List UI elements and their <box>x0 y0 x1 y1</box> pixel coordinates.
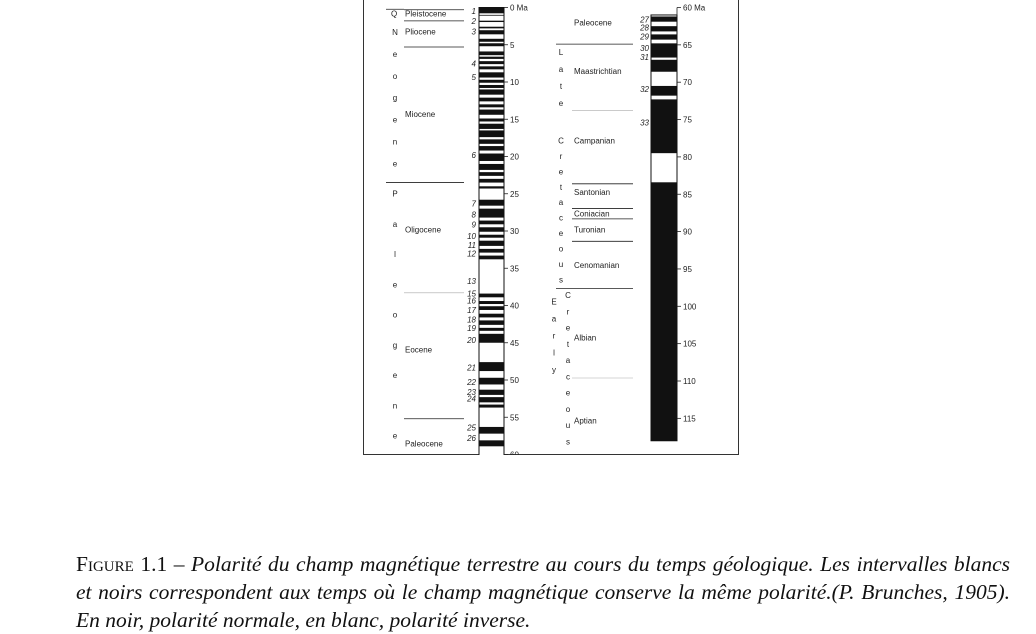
chron-number-left: 13 <box>467 276 476 286</box>
age-tick-label-left: 35 <box>510 264 519 274</box>
normal-polarity-band-left <box>479 172 504 176</box>
era-label-letter: o <box>392 71 398 81</box>
epoch-label: Miocene <box>405 110 436 120</box>
normal-polarity-band-left <box>479 51 504 55</box>
era-label-letter: g <box>392 340 398 350</box>
era-label-letter: o <box>392 310 398 320</box>
era-label-letter: e <box>392 115 398 125</box>
chron-number-left: 22 <box>467 378 476 388</box>
normal-polarity-band-left <box>479 139 504 143</box>
normal-polarity-band-left <box>479 80 504 83</box>
chron-number-left: 6 <box>471 151 476 161</box>
age-tick-label-right: 60 Ma <box>683 3 706 13</box>
age-tick-label-right: 115 <box>683 414 696 424</box>
age-tick-label-right: 90 <box>683 227 692 237</box>
age-tick-label-left: 45 <box>510 338 519 348</box>
era-label-quaternary: Q <box>391 9 398 19</box>
period-subdivision-letter: a <box>551 314 557 324</box>
normal-polarity-band-left <box>479 66 504 69</box>
normal-polarity-band-left <box>479 378 504 385</box>
age-tick-label-left: 30 <box>510 227 519 236</box>
normal-polarity-band-right <box>651 26 677 31</box>
chron-number-left: 4 <box>471 59 476 69</box>
normal-polarity-band-right <box>651 34 677 39</box>
normal-polarity-band-right <box>651 43 677 57</box>
normal-polarity-band-right <box>651 182 677 440</box>
normal-polarity-band-left <box>479 119 504 122</box>
normal-polarity-band-left <box>479 72 504 77</box>
age-tick-label-left: 50 <box>510 376 519 385</box>
stage-label: Maastrichtian <box>574 66 622 76</box>
epoch-label: Oligocene <box>405 225 442 235</box>
normal-polarity-band-left <box>479 21 504 22</box>
period-label-letter: r <box>559 151 563 161</box>
period-label-letter: C <box>558 136 564 146</box>
period-subdivision-letter: e <box>558 98 564 108</box>
period-subdivision-letter: l <box>553 348 555 358</box>
period-label-letter: c <box>566 372 570 382</box>
age-tick-label-right: 100 <box>683 302 697 312</box>
normal-polarity-band-left <box>479 397 504 402</box>
age-tick-label-left: 5 <box>510 40 515 50</box>
normal-polarity-band-right <box>651 16 677 21</box>
period-label-letter: r <box>566 307 570 317</box>
stage-label: Paleocene <box>574 18 612 28</box>
age-tick-label-right: 85 <box>683 190 692 200</box>
age-tick-label-right: 95 <box>683 264 692 274</box>
era-label-letter: e <box>392 280 398 290</box>
normal-polarity-band-left <box>479 209 504 218</box>
chron-number-right: 33 <box>640 118 649 128</box>
normal-polarity-band-left <box>479 104 504 107</box>
normal-polarity-band-left <box>479 146 504 150</box>
chron-number-left: 3 <box>471 27 476 37</box>
normal-polarity-band-left <box>479 241 504 246</box>
period-label-letter: e <box>565 388 571 398</box>
normal-polarity-band-left <box>479 154 504 161</box>
normal-polarity-band-left <box>479 85 504 88</box>
chron-number-left: 17 <box>467 305 476 315</box>
normal-polarity-band-left <box>479 110 504 115</box>
era-label-letter: P <box>392 189 398 199</box>
caption-label: Figure 1.1 – <box>76 551 191 576</box>
period-label-letter: a <box>558 198 564 208</box>
era-label-letter: e <box>392 49 398 59</box>
chron-number-left: 15 <box>467 289 476 299</box>
period-subdivision-letter: E <box>551 297 557 307</box>
normal-polarity-band-left <box>479 320 504 324</box>
stage-label: Aptian <box>574 416 597 426</box>
normal-polarity-band-left <box>479 249 504 253</box>
period-label-letter: e <box>565 323 571 333</box>
age-tick-label-right: 65 <box>683 40 692 50</box>
normal-polarity-band-left <box>479 427 504 434</box>
chron-number-left: 9 <box>471 220 476 230</box>
normal-polarity-band-left <box>479 256 504 260</box>
epoch-label: Pleistocene <box>405 9 447 19</box>
era-label-letter: N <box>392 27 398 37</box>
age-tick-label-left: 60 <box>510 450 519 455</box>
age-tick-label-left: 15 <box>510 115 519 125</box>
normal-polarity-band-left <box>479 98 504 102</box>
age-tick-label-right: 110 <box>683 377 696 386</box>
era-label-letter: e <box>392 159 398 169</box>
age-tick-label-left: 25 <box>510 189 519 199</box>
chron-number-right: 31 <box>640 52 649 62</box>
normal-polarity-band-left <box>479 405 504 408</box>
period-label-letter: u <box>565 421 571 431</box>
era-label-letter: e <box>392 371 398 381</box>
era-label-letter: g <box>392 93 398 103</box>
epoch-label: Eocene <box>405 345 433 355</box>
normal-polarity-band-left <box>479 8 504 14</box>
chron-number-left: 12 <box>467 249 476 259</box>
age-tick-label-right: 80 <box>683 152 692 162</box>
chron-number-right: 29 <box>640 32 649 42</box>
normal-polarity-band-left <box>479 57 504 59</box>
era-label-letter: a <box>392 219 398 229</box>
normal-polarity-band-left <box>479 294 504 298</box>
stage-label: Campanian <box>574 136 615 146</box>
chron-number-left: 20 <box>467 335 476 345</box>
epoch-label: Paleocene <box>405 439 443 449</box>
normal-polarity-band-left <box>479 89 504 94</box>
age-tick-label-left: 10 <box>510 78 519 87</box>
chron-number-left: 11 <box>467 241 476 251</box>
era-label-letter: n <box>392 137 398 147</box>
period-label-letter: C <box>565 291 571 301</box>
normal-polarity-band-left <box>479 27 504 29</box>
chron-number-right: 28 <box>640 23 649 33</box>
figure-caption <box>76 550 1010 634</box>
normal-polarity-band-left <box>479 43 504 46</box>
chron-number-right: 30 <box>640 43 649 53</box>
period-subdivision-letter: r <box>552 331 556 341</box>
period-label-letter: a <box>565 356 571 366</box>
age-tick-label-left: 0 Ma <box>510 3 528 13</box>
chron-number-left: 2 <box>471 16 476 26</box>
chron-number-left: 1 <box>471 7 476 17</box>
normal-polarity-band-left <box>479 15 504 16</box>
chron-number-left: 21 <box>467 363 476 373</box>
stage-label: Turonian <box>574 225 606 235</box>
chron-number-left: 18 <box>467 315 476 325</box>
normal-polarity-band-right <box>651 86 677 96</box>
normal-polarity-band-left <box>479 362 504 371</box>
normal-polarity-band-right <box>651 60 677 72</box>
stage-label: Coniacian <box>574 209 610 219</box>
stage-label: Albian <box>574 333 597 343</box>
polarity-timescale-svg <box>364 0 740 455</box>
chron-number-left: 24 <box>467 394 476 404</box>
age-tick-label-right: 75 <box>683 115 692 125</box>
chron-number-left: 26 <box>467 434 476 444</box>
normal-polarity-band-left <box>479 200 504 206</box>
normal-polarity-band-left <box>479 334 504 343</box>
normal-polarity-band-left <box>479 440 504 446</box>
normal-polarity-band-left <box>479 390 504 395</box>
normal-polarity-band-left <box>479 235 504 238</box>
age-tick-label-left: 40 <box>510 301 519 311</box>
era-label-letter: n <box>392 401 398 411</box>
period-label-letter: s <box>566 437 570 447</box>
normal-polarity-band-left <box>479 179 504 183</box>
period-label-letter: e <box>558 167 564 177</box>
normal-polarity-band-left <box>479 306 504 310</box>
age-tick-label-left: 55 <box>510 413 519 423</box>
chron-number-left: 25 <box>467 423 476 433</box>
chron-number-left: 23 <box>467 387 476 397</box>
chron-number-left: 16 <box>467 296 476 306</box>
chron-number-right: 27 <box>640 15 649 25</box>
period-label-letter: t <box>566 339 570 349</box>
stage-label: Cenomanian <box>574 261 620 271</box>
period-label-letter: o <box>558 244 564 254</box>
period-label-letter: o <box>565 404 571 414</box>
chron-number-left: 10 <box>467 232 476 242</box>
age-tick-label-left: 20 <box>510 152 519 162</box>
caption-text: Polarité du champ magnétique terrestre au cours du temps géologique. Les intervalles blancs et noirs correspondent aux temps où le champ magnétique conserve la même polarité.(P. Brunches, 1905). En noir, polarité normale, en blanc, polarité inverse. <box>76 551 1010 632</box>
period-subdivision-letter: y <box>552 365 556 375</box>
chron-number-left: 5 <box>471 72 476 82</box>
chron-number-left: 8 <box>471 210 476 220</box>
normal-polarity-band-left <box>479 328 504 331</box>
normal-polarity-band-right <box>651 99 677 153</box>
normal-polarity-band-left <box>479 164 504 170</box>
normal-polarity-band-left <box>479 30 504 34</box>
normal-polarity-band-left <box>479 221 504 225</box>
normal-polarity-band-left <box>479 39 504 42</box>
polarity-timescale-figure <box>363 0 739 455</box>
normal-polarity-band-left <box>479 124 504 129</box>
normal-polarity-band-left <box>479 130 504 137</box>
period-subdivision-letter: L <box>558 47 564 57</box>
chron-number-left: 19 <box>467 323 476 333</box>
period-subdivision-letter: t <box>559 81 563 91</box>
normal-polarity-band-left <box>479 186 504 188</box>
age-tick-label-right: 70 <box>683 78 692 88</box>
normal-polarity-band-left <box>479 301 504 304</box>
era-label-letter: l <box>394 250 396 260</box>
chron-number-right: 32 <box>640 84 649 94</box>
normal-polarity-band-left <box>479 314 504 318</box>
normal-polarity-band-left <box>479 61 504 64</box>
stage-label: Santonian <box>574 188 611 198</box>
epoch-label: Pliocene <box>405 27 436 37</box>
period-label-letter: e <box>558 229 564 239</box>
era-label-letter: e <box>392 431 398 441</box>
period-label-letter: u <box>558 259 564 269</box>
period-subdivision-letter: a <box>558 64 564 74</box>
period-label-letter: c <box>559 213 563 223</box>
period-label-letter: s <box>559 275 563 285</box>
age-tick-label-right: 105 <box>683 339 697 349</box>
normal-polarity-band-left <box>479 227 504 231</box>
period-label-letter: t <box>559 182 563 192</box>
chron-number-left: 7 <box>471 199 476 209</box>
